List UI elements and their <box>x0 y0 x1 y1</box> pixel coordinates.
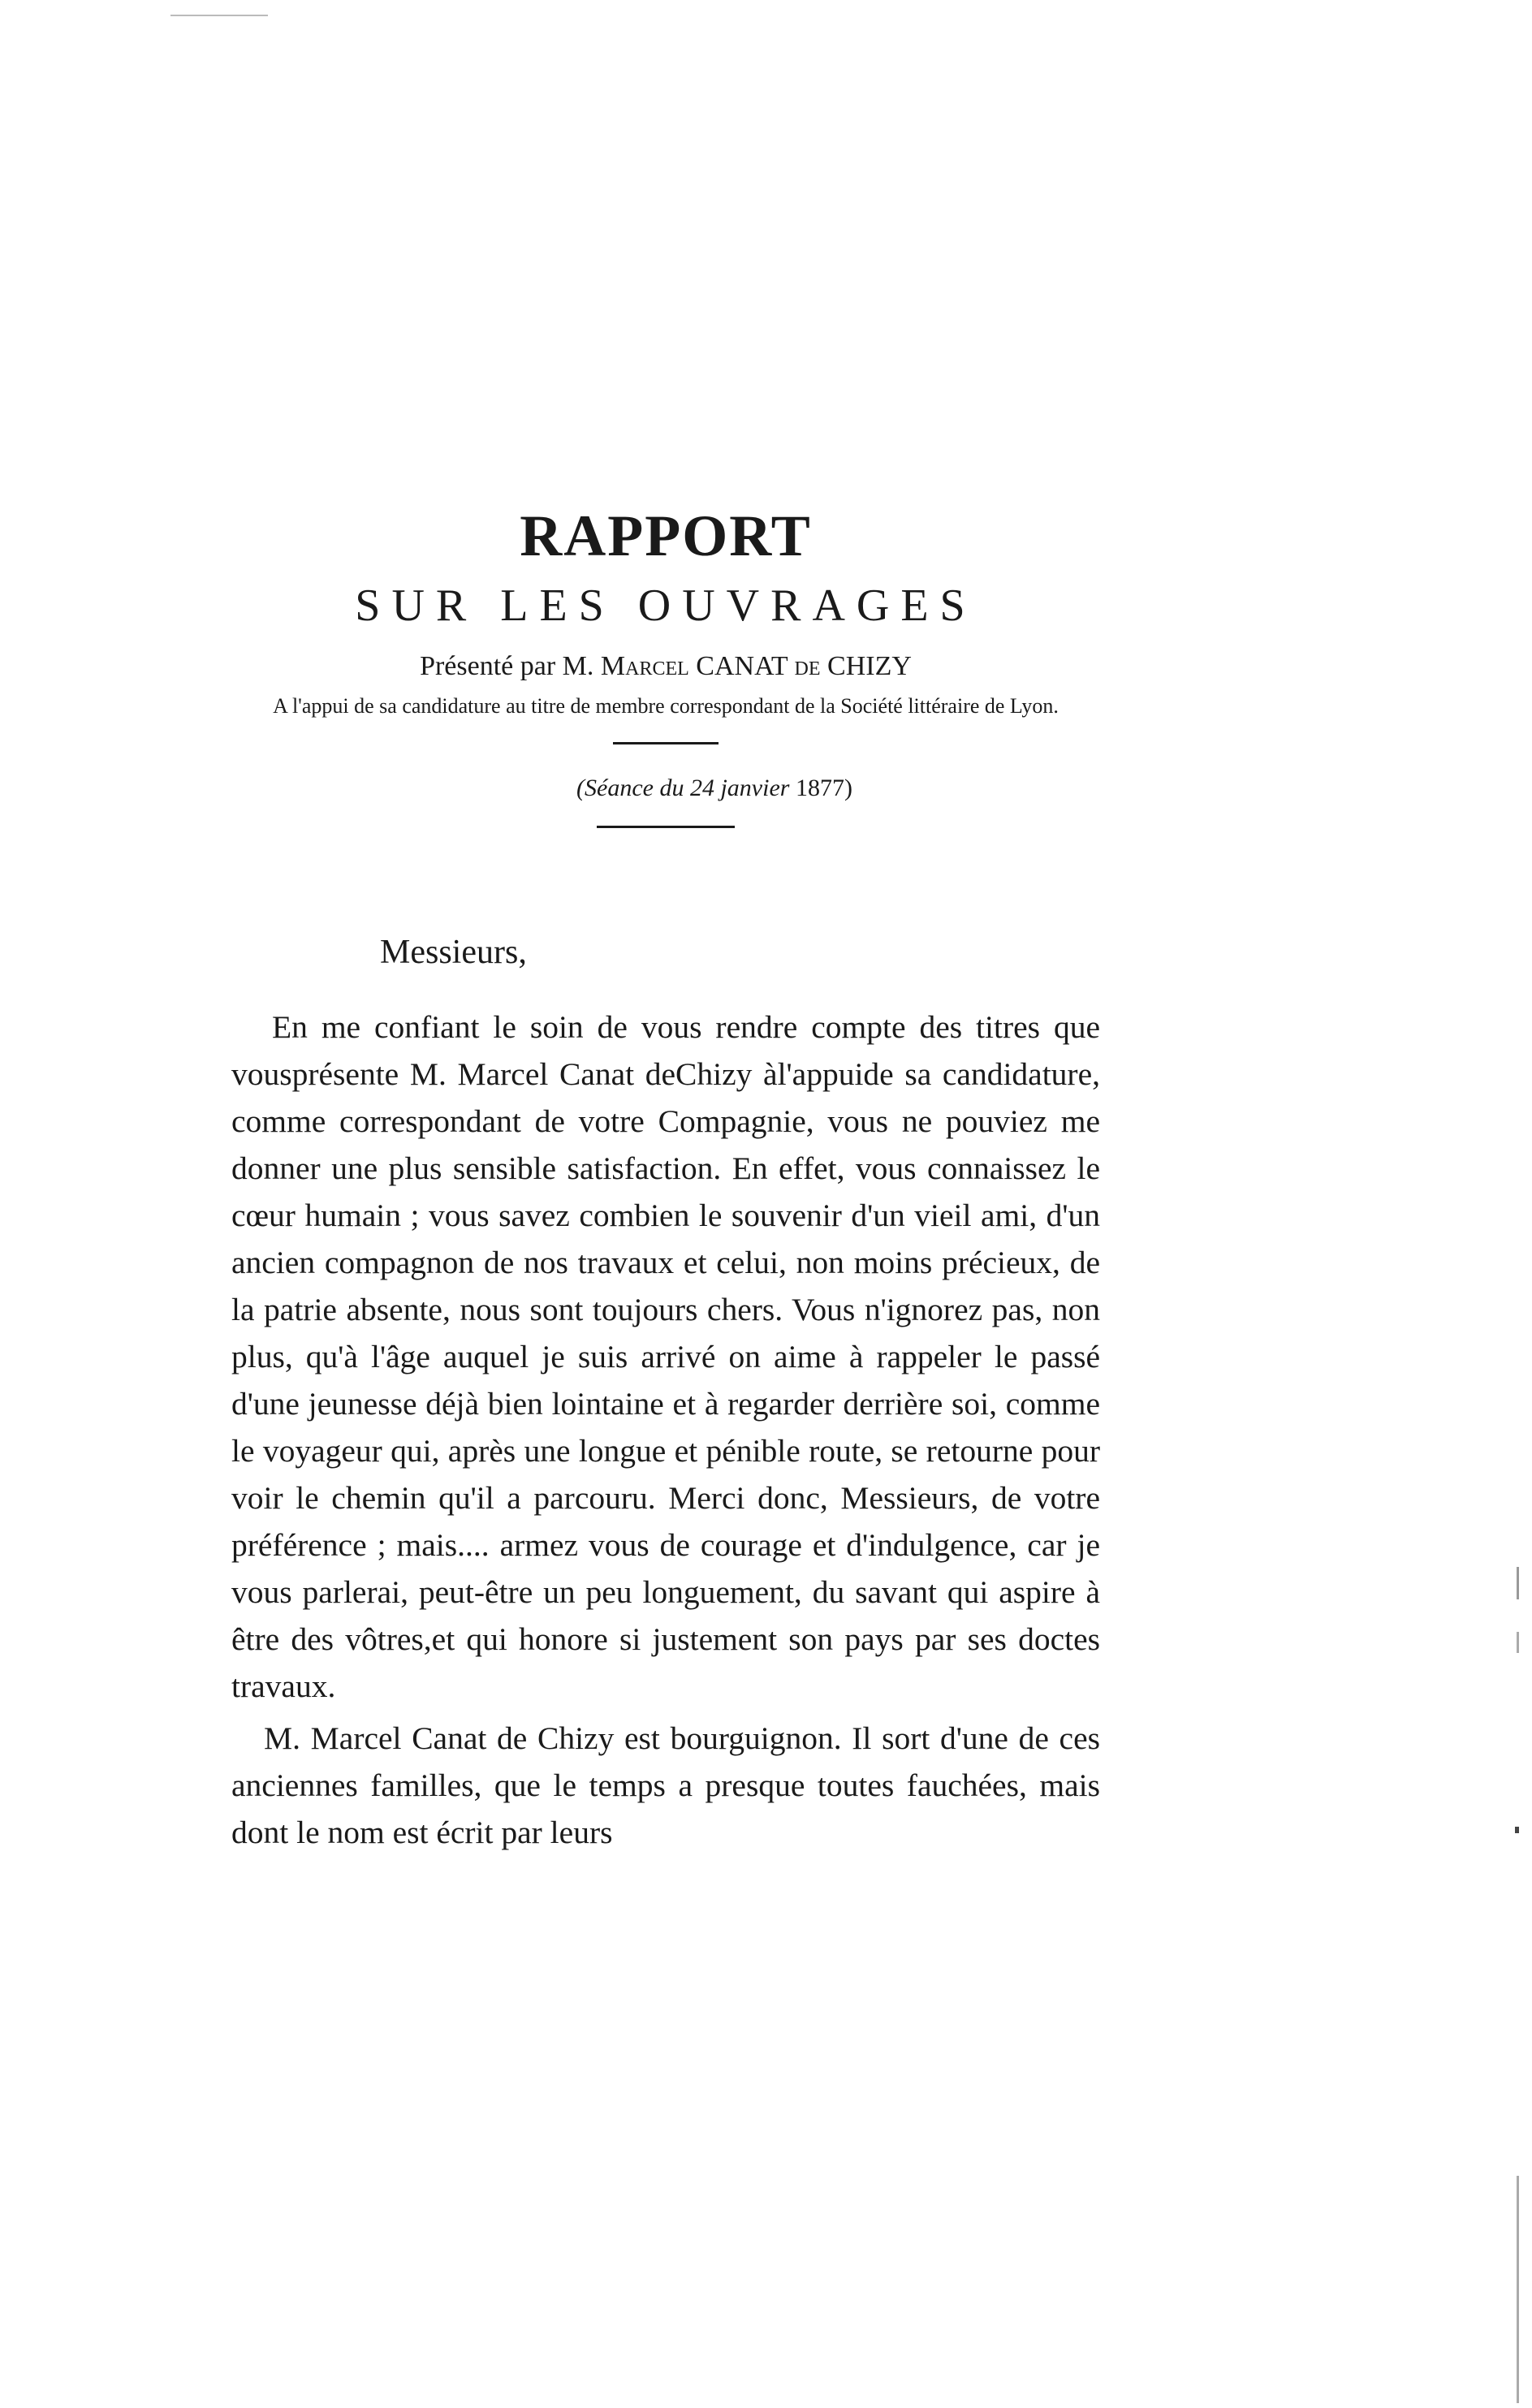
scan-mark <box>170 15 268 16</box>
divider-rule <box>613 742 719 744</box>
scan-mark <box>1517 2176 1519 2403</box>
scan-mark <box>1515 1827 1519 1833</box>
presented-by-line <box>219 649 1112 684</box>
document-title: RAPPORT <box>520 503 812 568</box>
scan-mark <box>1517 1567 1519 1599</box>
presented-place: CHIZY <box>827 651 912 681</box>
scan-mark <box>1517 1632 1519 1653</box>
paragraph: En me confiant le soin de vous rendre compte des titres que vousprésente M. Marcel Canat deChizy àl'appuide sa candidature, comme correspondant de votre Compagnie, vous ne pouviez me donner une plus sensible satisfaction. En effet, vous connaissez le cœur humain ; vous savez combien le souvenir d'un vieil ami, d'un ancien compagnon de nos travaux et celui, non moins précieux, de la patrie absente, nous sont toujours chers. Vous n'ignorez pas, non plus, qu'à l'âge auquel je suis arrivé on aime à rappeler le passé d'une jeunesse déjà bien lointaine et à regarder derrière soi, comme le voyageur qui, après une longue et pénible route, se retourne pour voir le chemin qu'il a parcouru. Merci donc, Messieurs, de votre préférence ; mais.... armez vous de courage et d'indulgence, car je vous parlerai, peut-être un peu longuement, du savant qui aspire à être des vôtres,et qui honore si justement son pays par ses doctes travaux. <box>231 1009 1100 1704</box>
title-block <box>219 503 1112 828</box>
presented-first-name: Marcel <box>600 651 689 681</box>
candidature-note: A l'appui de sa candidature au titre de membre correspondant de la Société littéraire de Lyon. <box>273 694 1059 718</box>
presented-surname: CANAT <box>696 651 788 681</box>
presented-prefix: Présenté par M. <box>420 651 594 681</box>
paragraph: M. Marcel Canat de Chizy est bourguignon. Il sort d'une de ces anciennes familles, que le temps a presque toutes fauchées, mais dont le nom est écrit par leurs <box>231 1720 1100 1850</box>
presented-particle: de <box>794 651 821 681</box>
seance-year: 1877) <box>795 775 852 801</box>
seance-label: (Séance du 24 janvier <box>576 775 790 801</box>
seance-date <box>317 772 1112 805</box>
body-text <box>231 1003 1100 1861</box>
document-subtitle: SUR LES OUVRAGES <box>355 580 977 631</box>
divider-rule <box>597 826 735 828</box>
salutation: Messieurs, <box>380 934 527 971</box>
